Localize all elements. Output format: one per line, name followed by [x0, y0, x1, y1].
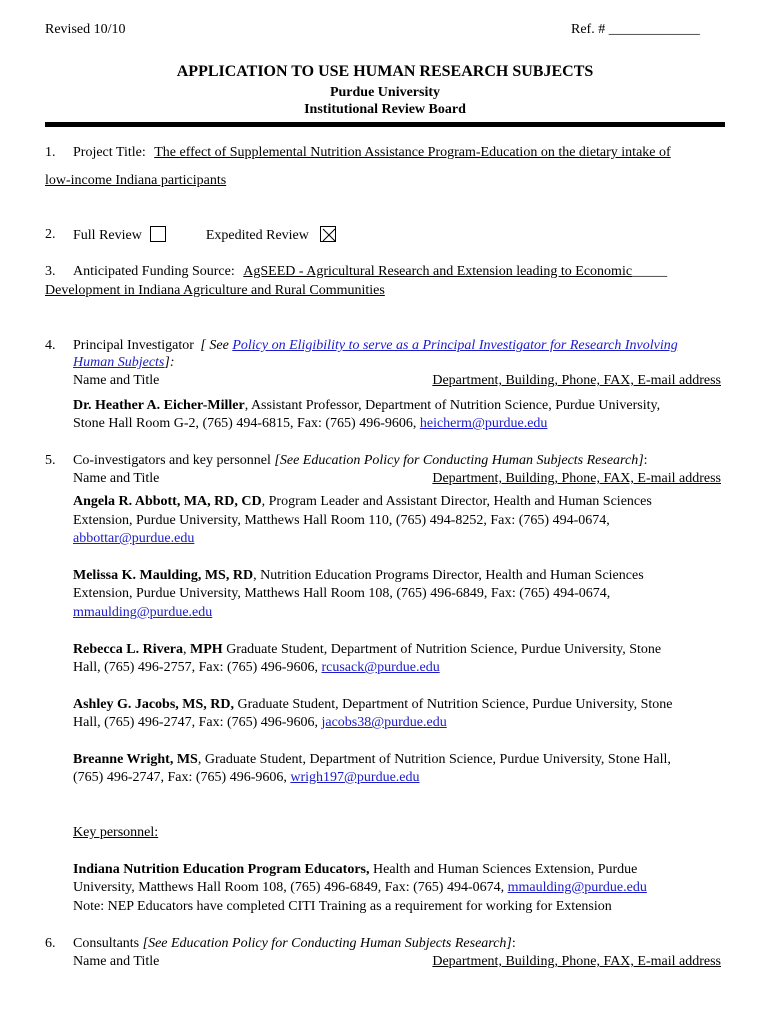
- person-email-line: [73, 604, 721, 622]
- coinvestigators-note: [See Education Policy for Conducting Human Subjects Research]: [274, 453, 644, 468]
- person-name: Angela R. Abbott, MA, RD, CD: [73, 494, 262, 509]
- ref-blank: _____________: [608, 22, 700, 37]
- person-name: Breanne Wright, MS: [73, 752, 198, 767]
- person-details-cont: Hall, (765) 496-2757, Fax: (765) 496-9606,: [73, 660, 318, 675]
- ref-number: [571, 21, 700, 39]
- pi-note-suffix: ]:: [164, 355, 175, 370]
- full-review-label: Full Review: [73, 228, 142, 243]
- full-review-checkbox[interactable]: [150, 226, 166, 242]
- person-email-line: [73, 530, 721, 548]
- pi-label: Principal Investigator: [73, 338, 194, 353]
- person-details-line: [73, 659, 721, 677]
- funding-label: Anticipated Funding Source:: [73, 264, 235, 279]
- person-email-link[interactable]: jacobs38@purdue.edu: [321, 715, 447, 730]
- person-email-link[interactable]: abbottar@purdue.edu: [73, 531, 195, 546]
- ref-label: Ref. #: [571, 22, 606, 37]
- key-personnel-label: Key personnel:: [73, 825, 159, 840]
- review-type-row: [73, 226, 721, 245]
- section-5-number: 5.: [45, 453, 56, 468]
- coinv-col-name-title: Name and Title: [73, 471, 160, 486]
- person-name: Melissa K. Maulding, MS, RD: [73, 568, 254, 583]
- section-1-number: 1.: [45, 145, 56, 160]
- page-title: APPLICATION TO USE HUMAN RESEARCH SUBJECTS: [176, 63, 594, 80]
- expedited-review-checkbox[interactable]: [320, 226, 336, 242]
- list-item: [73, 567, 721, 585]
- pi-col-contact: Department, Building, Phone, FAX, E-mail address: [432, 373, 721, 388]
- consultants-note: [See Education Policy for Conducting Human Subjects Research]: [142, 936, 512, 951]
- person-details: Graduate Student, Department of Nutrition Science, Purdue University, Stone: [234, 697, 673, 712]
- consultants-col-contact: Department, Building, Phone, FAX, E-mail address: [432, 954, 721, 969]
- person-details: , Program Leader and Assistant Director, Health and Human Sciences: [261, 494, 652, 509]
- pi-note-prefix: [ See: [200, 338, 229, 353]
- coinvestigators-column-headers: [73, 470, 721, 488]
- person-name-separator: ,: [183, 642, 187, 657]
- person-name: Rebecca L. Rivera: [73, 642, 184, 657]
- title-divider: [45, 122, 725, 127]
- person-email-link[interactable]: wrigh197@purdue.edu: [290, 770, 420, 785]
- coinvestigators-label: Co-investigators and key personnel: [73, 453, 271, 468]
- coinvestigators-note-suffix: :: [643, 453, 648, 468]
- section-4-number: 4.: [45, 338, 56, 353]
- pi-entry-line1: [73, 397, 721, 415]
- pi-policy-link-cont[interactable]: Human Subjects: [73, 355, 165, 370]
- list-item: [73, 751, 721, 769]
- consultants-label: Consultants: [73, 936, 140, 951]
- pi-name: Dr. Heather A. Eicher-Miller: [73, 398, 245, 413]
- person-name: Ashley G. Jacobs, MS, RD,: [73, 697, 235, 712]
- key-person-note: Note: NEP Educators have completed CITI Training as a requirement for working for Extension: [73, 899, 612, 914]
- key-person-details-line: [73, 879, 721, 897]
- pi-policy-link[interactable]: Policy on Eligibility to serve as a Principal Investigator for Research Involving: [232, 338, 678, 353]
- project-title-row: [73, 144, 721, 162]
- section-2-number: 2.: [45, 227, 56, 242]
- list-item: [73, 493, 721, 511]
- board-name: Institutional Review Board: [304, 102, 466, 117]
- funding-fill-line: _____: [632, 264, 668, 279]
- project-title-label: Project Title:: [73, 145, 146, 160]
- revised-date: Revised 10/10: [45, 22, 126, 37]
- person-details: , Nutrition Education Programs Director, Health and Human Sciences: [253, 568, 644, 583]
- pi-col-name-title: Name and Title: [73, 373, 160, 388]
- person-email-link[interactable]: rcusack@purdue.edu: [321, 660, 440, 675]
- person-details: , Graduate Student, Department of Nutrition Science, Purdue University, Stone Hall,: [197, 752, 671, 767]
- person-details-line: [73, 714, 721, 732]
- pi-details: , Assistant Professor, Department of Nutrition Science, Purdue University,: [244, 398, 661, 413]
- section-3-number: 3.: [45, 264, 56, 279]
- consultants-column-headers: [73, 953, 721, 971]
- list-item: [73, 696, 721, 714]
- key-person-details: Health and Human Sciences Extension, Purdue: [369, 862, 638, 877]
- section-6-number: 6.: [45, 936, 56, 951]
- consultants-header: [73, 935, 721, 953]
- coinv-col-contact: Department, Building, Phone, FAX, E-mail address: [432, 471, 721, 486]
- pi-header-row: [73, 337, 721, 355]
- person-details-cont: (765) 496-2747, Fax: (765) 496-9606,: [73, 770, 287, 785]
- expedited-review-label: Expedited Review: [205, 228, 309, 243]
- person-details: Graduate Student, Department of Nutrition Science, Purdue University, Stone: [222, 642, 662, 657]
- funding-value-cont: Development in Indiana Agriculture and Rural Communities: [45, 283, 385, 298]
- funding-value: AgSEED - Agricultural Research and Extension leading to Economic: [243, 264, 633, 279]
- coinvestigators-header: [73, 452, 721, 470]
- pi-details-cont: Stone Hall Room G-2, (765) 494-6815, Fax: (765) 496-9606,: [73, 416, 417, 431]
- person-details-line: Extension, Purdue University, Matthews Hall Room 110, (765) 494-8252, Fax: (765) 494-0674,: [73, 513, 610, 528]
- list-item: [73, 861, 721, 879]
- pi-entry-line2: [73, 415, 721, 433]
- pi-email-link[interactable]: heicherm@purdue.edu: [419, 416, 548, 431]
- funding-row: [73, 263, 721, 281]
- person-details-cont: Hall, (765) 496-2747, Fax: (765) 496-9606,: [73, 715, 318, 730]
- org-name: Purdue University: [329, 85, 441, 100]
- project-title-value: The effect of Supplemental Nutrition Assistance Program-Education on the dietary intake of: [154, 145, 671, 160]
- consultants-col-name-title: Name and Title: [73, 954, 160, 969]
- project-title-value-cont: low-income Indiana participants: [45, 173, 227, 188]
- person-details-line: Extension, Purdue University, Matthews Hall Room 108, (765) 496-6849, Fax: (765) 494-0674,: [73, 586, 611, 601]
- person-details-line: [73, 769, 721, 787]
- list-item: [73, 641, 721, 659]
- pi-column-headers: [73, 372, 721, 390]
- key-person-email-link[interactable]: mmaulding@purdue.edu: [507, 880, 647, 895]
- checkbox-x-icon: [321, 227, 337, 243]
- key-person-details-cont: University, Matthews Hall Room 108, (765) 496-6849, Fax: (765) 494-0674,: [73, 880, 505, 895]
- pi-policy-link-row: [73, 354, 721, 372]
- key-person-name: Indiana Nutrition Education Program Educators,: [73, 862, 370, 877]
- person-degree: MPH: [190, 642, 223, 657]
- person-email-link[interactable]: mmaulding@purdue.edu: [73, 605, 213, 620]
- consultants-note-suffix: :: [511, 936, 516, 951]
